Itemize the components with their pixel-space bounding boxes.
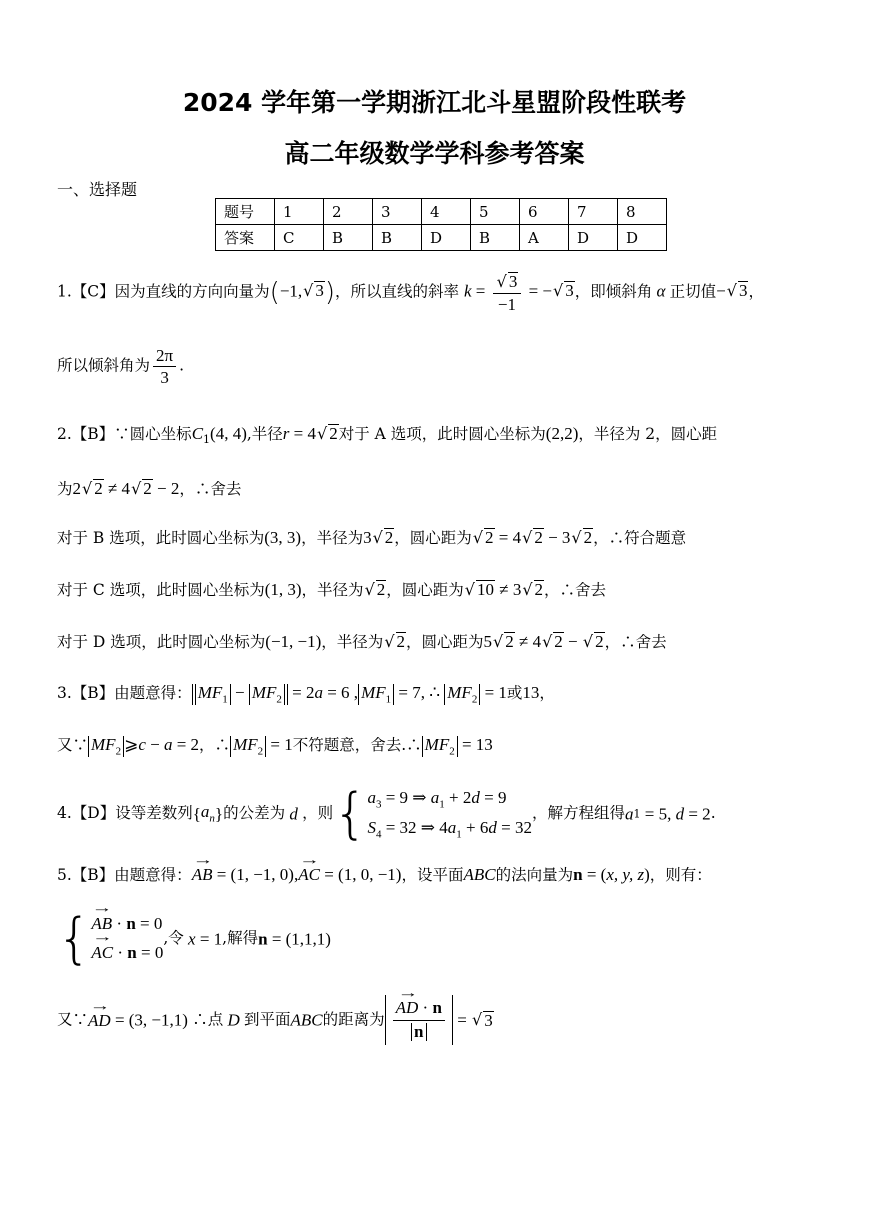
table-cell: D	[569, 225, 618, 251]
q5-line-3: 又∵→ AD = (3, −1,1) ∴点 D 到平面ABC的距离为 → $\frac{AD \cdot n}{n}$ = √ 3	[57, 995, 494, 1045]
document-subtitle: 高二年级数学学科参考答案	[284, 139, 585, 168]
table-row-answers	[216, 225, 667, 251]
table-cell: 5	[471, 199, 520, 225]
table-cell: C	[275, 225, 324, 251]
table-cell: 2	[324, 199, 373, 225]
section-heading: 一、选择题	[57, 180, 138, 199]
table-cell: B	[373, 225, 422, 251]
q3-line-1: 3.【B】由题意得： $MF_1 - MF_2 = 2a = 6$ , $MF_1 = 7$, ∴ $MF_2 = 1$或13，	[57, 683, 555, 706]
q2-line-d: 对于 D 选项，此时圆心坐标为(−1, −1)，半径为√ 2，圆心距为5√ 2 ≠ 4√ 2 − √ 2，∴舍去	[57, 632, 667, 651]
table-cell: 答案	[216, 225, 275, 251]
q2-line-1: 2.【B】∵圆心坐标$C_1(4$, 4),半径r = 4√ 2对于 A 选项，此时圆心坐标为(2,2)，半径为 2，圆心距	[57, 424, 718, 447]
table-cell: A	[520, 225, 569, 251]
q1-line-2: 所以倾斜角为 $\frac{2\pi}{3}$ .	[57, 346, 185, 387]
table-cell: 7	[569, 199, 618, 225]
q1-line-1: 1.【C】因为直线的方向向量为(−1,√ 3)，所以直线的斜率 k = $\frac{√ 3}{-1}$ = −√ 3，即倾斜角 α 正切值−√ 3，	[57, 272, 764, 314]
table-cell: 6	[520, 199, 569, 225]
table-cell: B	[471, 225, 520, 251]
q2-line-2: 为2√ 2 ≠ 4√ 2 − 2，∴舍去	[57, 479, 242, 498]
table-cell: 4	[422, 199, 471, 225]
table-cell: D	[618, 225, 667, 251]
table-cell: 8	[618, 199, 667, 225]
document-title: 2024 学年第一学期浙江北斗星盟阶段性联考	[182, 88, 687, 117]
q5-line-2: { → AB · n = 0 → AC · n = 0 ,令 x = 1,解得n = (1,1,1)	[57, 910, 331, 968]
q2-line-b: 对于 B 选项，此时圆心坐标为(3, 3)，半径为3√ 2，圆心距为√ 2 = 4√ 2 − 3√ 2，∴符合题意	[57, 528, 687, 547]
q4-line: 4.【D】设等差数列$\{a_n\}$的公差为 d ，则{ $a_3 = 9$ ⇒ $a_1 + 2d = 9$ $S_4 = 32$ ⇒ $4a_1 + 6d = 32$ ，解方程组得a1 = 5, d = 2.	[57, 781, 716, 845]
table-cell: 1	[275, 199, 324, 225]
q2-line-c: 对于 C 选项，此时圆心坐标为(1, 3)，半径为√ 2，圆心距为√ 10 ≠ 3√ 2，∴舍去	[57, 580, 607, 599]
table-cell: D	[422, 225, 471, 251]
q5-line-1: 5.【B】由题意得：→ AB = (1, −1, 0),→ AC = (1, 0, −1)，设平面ABC的法向量为n = (x, y, z)，则有：	[57, 866, 712, 884]
table-cell: 题号	[216, 199, 275, 225]
q3-line-2: 又∵ $MF_2$ ⩾c − a = 2，∴ $MF_2 = 1$不符题意，舍去.∴ $MF_2 = 13$	[57, 735, 493, 758]
table-cell: B	[324, 225, 373, 251]
table-row-numbers	[216, 199, 667, 225]
table-cell: 3	[373, 199, 422, 225]
answer-table	[215, 198, 667, 251]
